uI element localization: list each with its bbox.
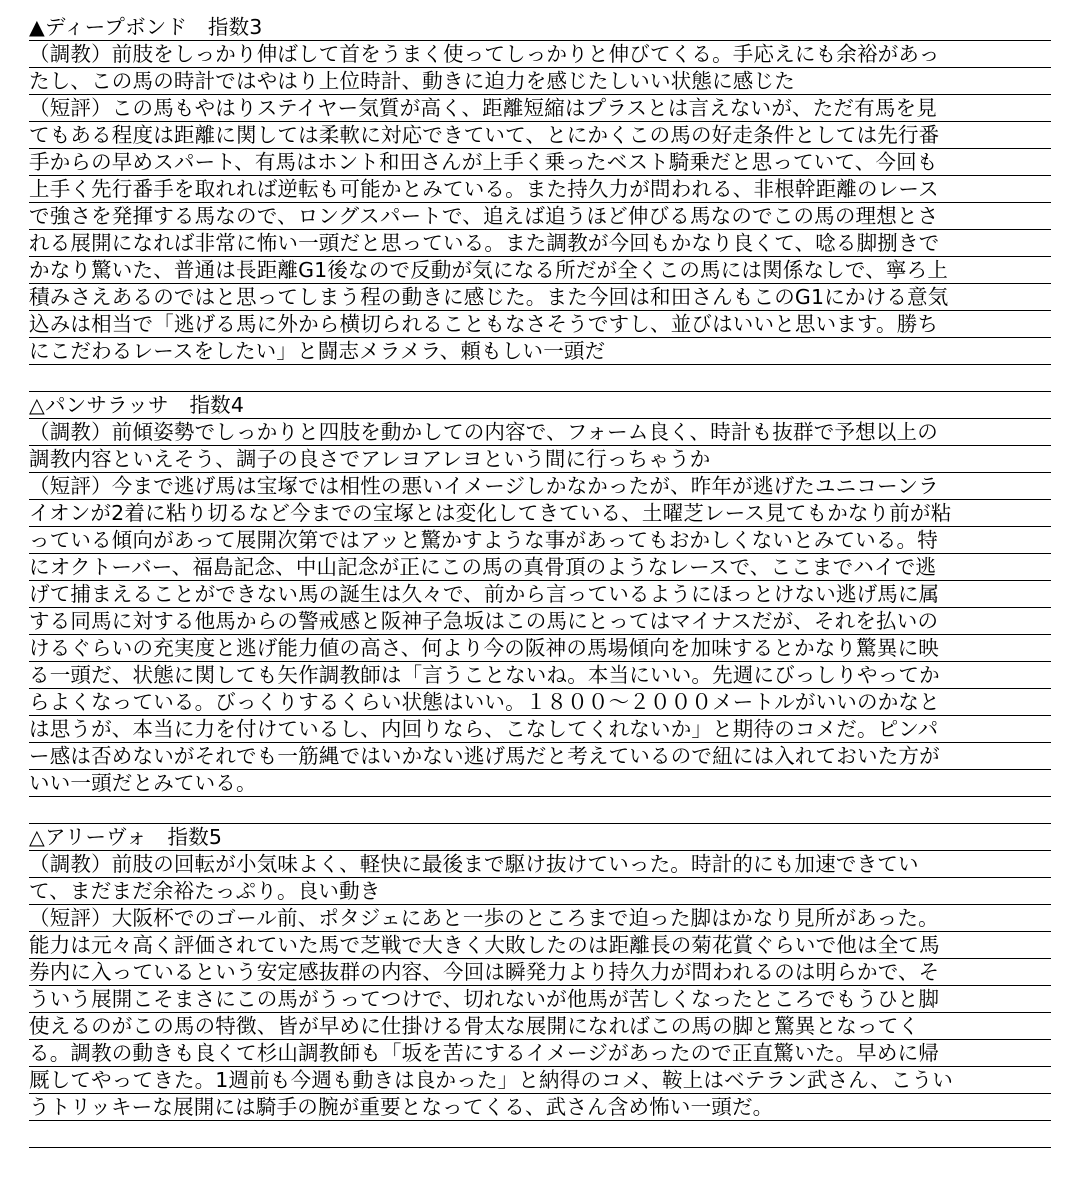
horse-section-deep-bond xyxy=(29,14,1051,392)
section-heading: ▲ディープボンド 指数3 xyxy=(29,14,1051,41)
empty-line xyxy=(29,365,1051,392)
text-line: る一頭だ、状態に関しても矢作調教師は「言うことないね。本当にいい。先週にびっしりやってか xyxy=(29,662,1051,689)
text-line: らよくなっている。びっくりするくらい状態はいい。１８００～２０００メートルがいいのかなと xyxy=(29,689,1051,716)
text-line: かなり驚いた、普通は長距離G1後なので反動が気になる所だが全くこの馬には関係なしで、寧ろ上 xyxy=(29,257,1051,284)
text-line: けるぐらいの充実度と逃げ能力値の高さ、何より今の阪神の馬場傾向を加味するとかなり驚異に映 xyxy=(29,635,1051,662)
text-line: 上手く先行番手を取れれば逆転も可能かとみている。また持久力が問われる、非根幹距離のレース xyxy=(29,176,1051,203)
text-line: （調教）前肢の回転が小気味よく、軽快に最後まで駆け抜けていった。時計的にも加速できてい xyxy=(29,851,1051,878)
text-line: 券内に入っているという安定感抜群の内容、今回は瞬発力より持久力が問われるのは明らかで、そ xyxy=(29,959,1051,986)
text-line: うトリッキーな展開には騎手の腕が重要となってくる、武さん含め怖い一頭だ。 xyxy=(29,1094,1051,1121)
text-line: （調教）前肢をしっかり伸ばして首をうまく使ってしっかりと伸びてくる。手応えにも余裕があっ xyxy=(29,41,1051,68)
text-line: （調教）前傾姿勢でしっかりと四肢を動かしての内容で、フォーム良く、時計も抜群で予想以上の xyxy=(29,419,1051,446)
text-line: たし、この馬の時計ではやはり上位時計、動きに迫力を感じたしいい状態に感じた xyxy=(29,68,1051,95)
text-line: イオンが2着に粘り切るなど今までの宝塚とは変化してきている、土曜芝レース見てもかなり前が粘 xyxy=(29,500,1051,527)
text-line: 調教内容といえそう、調子の良さでアレヨアレヨという間に行っちゃうか xyxy=(29,446,1051,473)
text-line: 厩してやってきた。1週前も今週も動きは良かった」と納得のコメ、鞍上はベテラン武さん、こうい xyxy=(29,1067,1051,1094)
text-line: る。調教の動きも良くて杉山調教師も「坂を苦にするイメージがあったので正直驚いた。早めに帰 xyxy=(29,1040,1051,1067)
text-line: は思うが、本当に力を付けているし、内回りなら、こなしてくれないか」と期待のコメだ。ピンパ xyxy=(29,716,1051,743)
text-line: で強さを発揮する馬なので、ロングスパートで、追えば追うほど伸びる馬なのでこの馬の理想とさ xyxy=(29,203,1051,230)
document-body xyxy=(29,14,1051,1148)
text-line: （短評）この馬もやはりステイヤー気質が高く、距離短縮はプラスとは言えないが、ただ有馬を見 xyxy=(29,95,1051,122)
horse-section-panthalassa xyxy=(29,392,1051,824)
text-line: （短評）今まで逃げ馬は宝塚では相性の悪いイメージしかなかったが、昨年が逃げたユニコーンラ xyxy=(29,473,1051,500)
section-heading: △パンサラッサ 指数4 xyxy=(29,392,1051,419)
section-heading: △アリーヴォ 指数5 xyxy=(29,824,1051,851)
text-line: いい一頭だとみている。 xyxy=(29,770,1051,797)
empty-line xyxy=(29,1121,1051,1148)
text-line: ういう展開こそまさにこの馬がうってつけで、切れないが他馬が苦しくなったところでもうひと脚 xyxy=(29,986,1051,1013)
text-line: 能力は元々高く評価されていた馬で芝戦で大きく大敗したのは距離長の菊花賞ぐらいで他は全て馬 xyxy=(29,932,1051,959)
text-line: て、まだまだ余裕たっぷり。良い動き xyxy=(29,878,1051,905)
text-line: れる展開になれば非常に怖い一頭だと思っている。また調教が今回もかなり良くて、唸る脚捌きで xyxy=(29,230,1051,257)
text-line: 込みは相当で「逃げる馬に外から横切られることもなさそうですし、並びはいいと思います。勝ち xyxy=(29,311,1051,338)
text-line: にこだわるレースをしたい」と闘志メラメラ、頼もしい一頭だ xyxy=(29,338,1051,365)
text-line: 積みさえあるのではと思ってしまう程の動きに感じた。また今回は和田さんもこのG1にかける意気 xyxy=(29,284,1051,311)
text-line: っている傾向があって展開次第ではアッと驚かすような事があってもおかしくないとみている。特 xyxy=(29,527,1051,554)
text-line: ー感は否めないがそれでも一筋縄ではいかない逃げ馬だと考えているので紐には入れておいた方が xyxy=(29,743,1051,770)
text-line: （短評）大阪杯でのゴール前、ポタジェにあと一歩のところまで迫った脚はかなり見所があった。 xyxy=(29,905,1051,932)
text-line: てもある程度は距離に関しては柔軟に対応できていて、とにかくこの馬の好走条件としては先行番 xyxy=(29,122,1051,149)
text-line: にオクトーバー、福島記念、中山記念が正にこの馬の真骨頂のようなレースで、ここまでハイで逃 xyxy=(29,554,1051,581)
text-line: する同馬に対する他馬からの警戒感と阪神子急坂はこの馬にとってはマイナスだが、それを払いの xyxy=(29,608,1051,635)
text-line: 使えるのがこの馬の特徴、皆が早めに仕掛ける骨太な展開になればこの馬の脚と驚異となってく xyxy=(29,1013,1051,1040)
empty-line xyxy=(29,797,1051,824)
horse-section-arrivo xyxy=(29,824,1051,1148)
text-line: げて捕まえることができない馬の誕生は久々で、前から言っているようにほっとけない逃げ馬に属 xyxy=(29,581,1051,608)
text-line: 手からの早めスパート、有馬はホント和田さんが上手く乗ったベスト騎乗だと思っていて、今回も xyxy=(29,149,1051,176)
